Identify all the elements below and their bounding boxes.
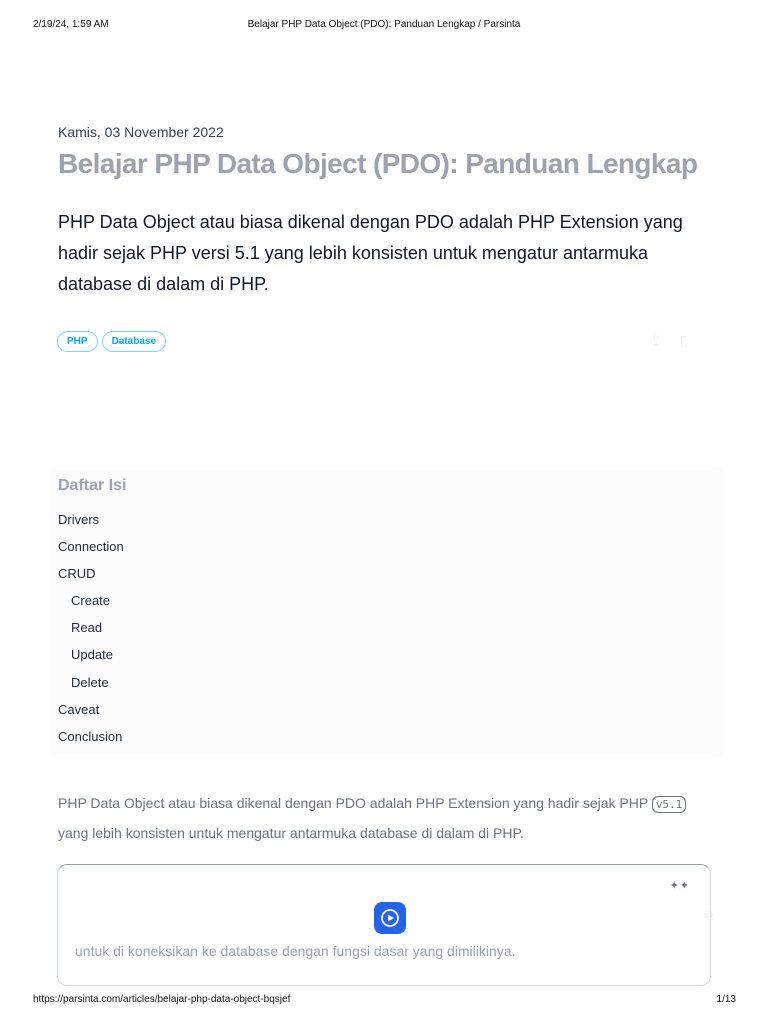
print-footer: [0, 994, 768, 1006]
toc-item-create[interactable]: Create: [71, 593, 111, 609]
print-document-title: Belajar PHP Data Object (PDO): Panduan Lengkap / Parsinta: [247, 19, 521, 30]
print-header: [0, 19, 768, 33]
intro-text-after: yang lebih konsisten untuk mengatur antarmuka database di dalam di PHP.: [58, 825, 524, 841]
card-text: untuk di koneksikan ke database dengan fungsi dasar yang dimilikinya.: [75, 943, 516, 959]
toc-item-update[interactable]: Update: [71, 647, 113, 663]
article-actions: [650, 332, 687, 349]
tag-php[interactable]: PHP: [57, 331, 98, 352]
inline-code-version: v5.1: [652, 796, 687, 813]
copy-icon[interactable]: ⧉: [704, 907, 714, 923]
article-lead: PHP Data Object atau biasa dikenal dengan PDO adalah PHP Extension yang hadir sejak PHP versi 5.1 yang lebih konsisten untuk mengatur antarmuka database di dalam di PHP.: [58, 212, 683, 294]
toc-item-read[interactable]: Read: [71, 620, 103, 636]
play-button[interactable]: [374, 902, 406, 934]
intro-paragraph: [58, 789, 718, 847]
toc-item-crud[interactable]: CRUD: [58, 566, 96, 582]
bookmark-icon[interactable]: ▯: [679, 332, 688, 348]
toc-list: [58, 511, 124, 755]
toc-item-caveat[interactable]: Caveat: [58, 701, 100, 717]
tag-list: [57, 331, 166, 352]
print-datetime: 2/19/24, 1:59 AM: [33, 19, 109, 30]
toc-item-drivers[interactable]: Drivers: [58, 512, 100, 527]
toc-item-delete[interactable]: Delete: [71, 674, 109, 690]
print-url: https://parsinta.com/articles/belajar-php-data-object-bqsjef: [33, 994, 291, 1005]
toc-item-connection[interactable]: Connection: [58, 539, 124, 555]
play-circle-icon: [380, 908, 400, 928]
article-date: Kamis, 03 November 2022: [58, 124, 224, 140]
code-card: [57, 864, 714, 986]
page-number: 1/13: [716, 994, 736, 1005]
share-icon[interactable]: ⇪: [650, 332, 662, 348]
table-of-contents: [50, 466, 724, 758]
intro-text-before: PHP Data Object atau biasa dikenal dengan PDO adalah PHP Extension yang hadir sejak PHP: [58, 795, 648, 811]
toc-title: Daftar Isi: [58, 477, 127, 494]
sparkle-icon: ✦✦: [669, 880, 690, 892]
tag-database[interactable]: Database: [102, 331, 166, 352]
toc-item-conclusion[interactable]: Conclusion: [58, 728, 123, 744]
page-title: Belajar PHP Data Object (PDO): Panduan Lengkap: [58, 148, 698, 179]
